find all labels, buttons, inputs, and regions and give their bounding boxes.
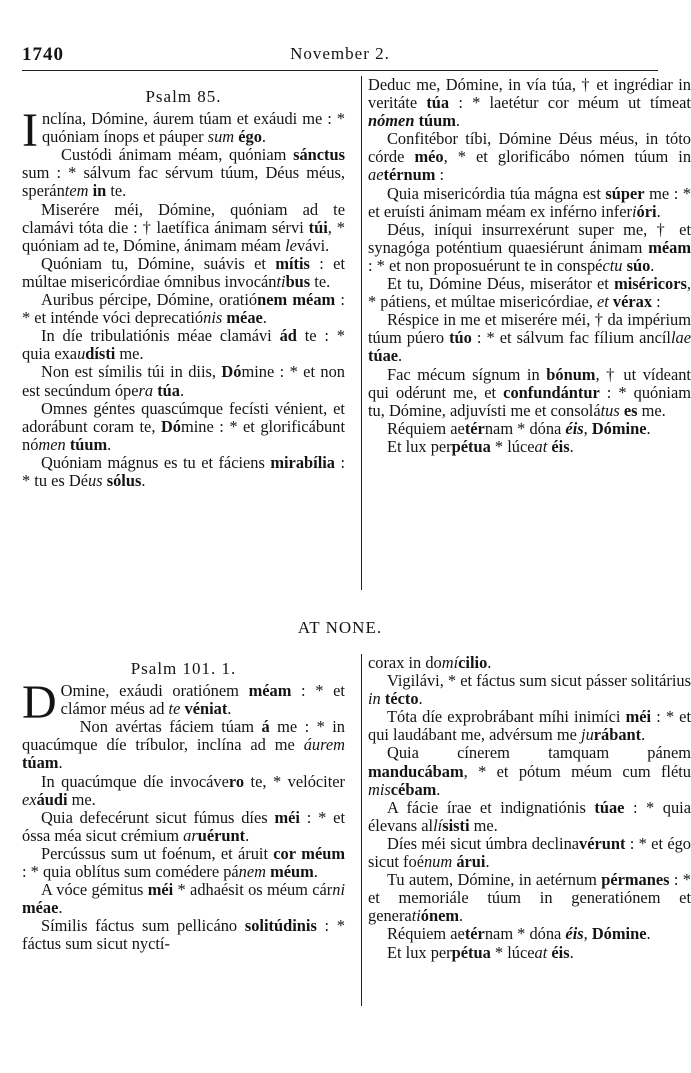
lower-right-text xyxy=(368,654,691,962)
verse: Quia cínerem tamquam pánem manducábam, * et pótum méum cum flétu miscébam. xyxy=(368,743,691,799)
verse: Réspice in me et miserére méi, † da impérium túum púero túo : * et sálvum fac fílium ancíllae túae. xyxy=(368,310,691,366)
column-divider-lower xyxy=(361,654,362,1006)
upper-left-column xyxy=(22,88,345,490)
lower-left-text xyxy=(22,676,345,954)
page-header xyxy=(22,44,658,68)
verse: In quacúmque díe invocávero te, * velóciter exáudi me. xyxy=(22,771,345,809)
verse: Custódi ánimam méam, quóniam sánctus sum : * sálvum fac sérvum túum, Déus méus, sperántem in te. xyxy=(22,145,345,201)
section-title: AT NONE. xyxy=(297,618,383,637)
psalm-101-title: Psalm 101. 1. xyxy=(130,659,237,678)
upper-right-column xyxy=(368,76,691,456)
header-rule xyxy=(22,70,658,71)
verse: Vigilávi, * et fáctus sum sicut pásser solitárius in técto. xyxy=(368,671,691,709)
lower-left-column xyxy=(22,660,345,954)
verse: nclína, Dómine, áurem túam et exáudi me : * quóniam ínops et páuper sum égo. xyxy=(41,109,345,147)
verse: Símilis fáctus sum pellicáno solitúdinis : * fáctus sum sicut nyctí- xyxy=(22,916,345,954)
verse: Díes méi sicut úmbra declinavérunt : * et égo sicut foénum árui. xyxy=(368,833,691,872)
verse: Quia defecérunt sicut fúmus díes méi : * et óssa méa sicut crémium aruérunt. xyxy=(22,807,345,845)
upper-left-text xyxy=(22,104,346,490)
verse: Non avértas fáciem túam á me : * in quacúmque díe tríbulor, inclína ad me áurem túam. xyxy=(22,717,345,773)
verse: Omnes géntes quascúmque fecísti vénient, et adorábunt coram te, Dómine : * et glorificábunt nómen túum. xyxy=(22,398,346,454)
verse: Quóniam tu, Dómine, suávis et mítis : et múltae misericórdiae ómnibus invocántibus te. xyxy=(22,253,346,291)
verse: Percússus sum ut foénum, et áruit cor méum : * quia oblítus sum comédere pánem méum. xyxy=(22,843,345,882)
drop-cap-i: I xyxy=(22,104,38,158)
verse: Réquiem aetérnam * dóna éis, Dómine. xyxy=(387,924,651,944)
verse: Et tu, Dómine Déus, miserátor et miséricors, * pátiens, et múltae misericórdiae, et vérax : xyxy=(368,274,691,312)
verse: Quóniam mágnus es tu et fáciens mirabília : * tu es Déus sólus. xyxy=(22,452,346,490)
verse: Non est símilis túi in diis, Dómine : * et non est secúndum ópera túa. xyxy=(22,362,345,400)
verse: Fac mécum sígnum in bónum, † ut vídeant qui odérunt me, et confundántur : * quóniam tu, Dómine, adjuvísti me et consolátus es me. xyxy=(368,364,691,420)
page-number: 1740 xyxy=(22,44,64,65)
verse: A vóce gémitus méi * adhaésit os méum cárni méae. xyxy=(22,880,345,918)
verse: Omine, exáudi oratiónem méam : * et clámor méus ad te véniat. xyxy=(60,681,345,719)
verse: Et lux perpétua * lúceat éis. xyxy=(387,436,574,456)
verse: Auribus pércipe, Dómine, oratiónem méam : * et inténde vóci deprecatiónis méae. xyxy=(22,290,345,328)
verse: Quia misericórdia túa mágna est súper me : * et eruísti ánimam méam ex inférno inferióri. xyxy=(368,183,691,221)
verse: Tu autem, Dómine, in aetérnum pérmanes : * et memoriále túum in generatiónem et generatiónem. xyxy=(368,870,691,926)
verse: Réquiem aetérnam * dóna éis, Dómine. xyxy=(387,418,651,438)
column-divider-upper xyxy=(361,76,362,590)
verse: A fácie írae et indignatiónis túae : * quia élevans allísisti me. xyxy=(368,797,691,835)
verse: Miserére méi, Dómine, quóniam ad te clamávi tóta die : † laetífica ánimam sérvi túi, * quóniam ad te, Dómine, ánimam méam levávi. xyxy=(22,199,345,255)
verse: Tóta díe exprobrábant míhi inimíci méi : * et qui laudábant me, advérsum me jurábant. xyxy=(368,707,691,745)
psalm-85-title: Psalm 85. xyxy=(145,87,222,106)
verse: Deduc me, Dómine, in vía túa, † et ingrédiar in veritáte túa : * laetétur cor méum ut tímeat nómen túum. xyxy=(368,75,691,131)
running-title: November 2. xyxy=(290,44,390,63)
verse: Confitébor tíbi, Dómine Déus méus, in tóto córde méo, * et glorificábo nómen túum in aetérnum : xyxy=(368,129,691,185)
drop-cap-d: D xyxy=(22,676,57,730)
upper-right-text xyxy=(368,76,691,456)
lower-right-column xyxy=(368,654,691,962)
verse: corax in domícilio. xyxy=(368,653,492,672)
verse: Et lux perpétua * lúceat éis. xyxy=(387,942,574,962)
verse: In díe tribulatiónis méae clamávi ád te : * quia exaudísti me. xyxy=(22,326,345,364)
verse: Déus, iníqui insurrexérunt super me, † et synagóga poténtium quaesiérunt ánimam méam : * et non proposuérunt te in conspéctu súo. xyxy=(368,219,691,275)
